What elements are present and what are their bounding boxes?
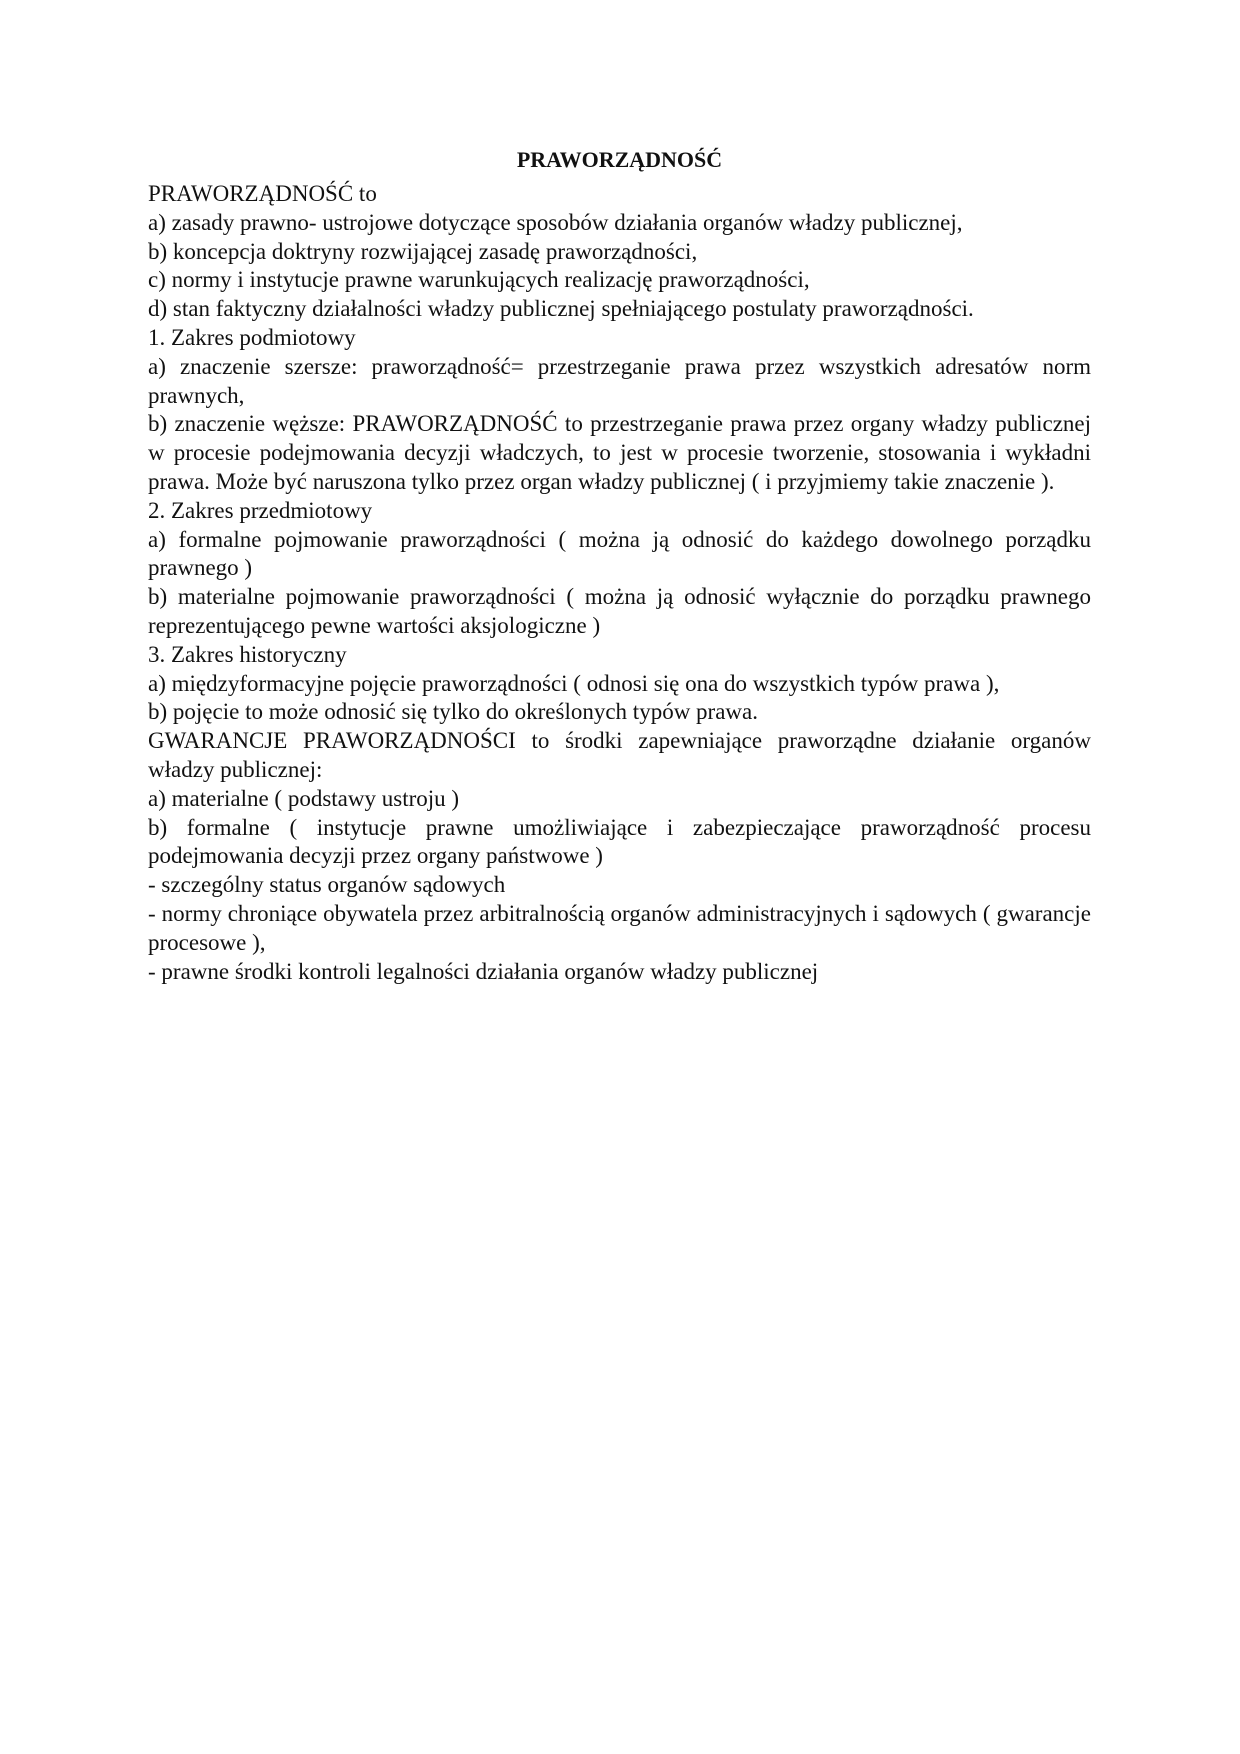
section-heading-subjective: 1. Zakres podmiotowy (148, 324, 356, 350)
definition-item-d: d) stan faktyczny działalności władzy publicznej spełniającego postulaty praworządności. (148, 296, 974, 322)
guarantees-item-b: b) formalne ( instytucje prawne umożliwiające i zabezpieczające praworządność procesu podejmowania decyzji przez organy państwowe ) (148, 814, 1091, 869)
definition-item-b: b) koncepcja doktryny rozwijającej zasadę praworządności, (148, 238, 698, 264)
definition-item-a: a) zasady prawno- ustrojowe dotyczące sposobów działania organów władzy publicznej, (148, 209, 963, 235)
intro-line: PRAWORZĄDNOŚĆ to (148, 181, 377, 206)
guarantees-bullet-1: - szczególny status organów sądowych (148, 872, 506, 898)
document-title: PRAWORZĄDNOŚĆ (516, 147, 723, 172)
document-body (148, 146, 1091, 986)
historical-item-b: b) pojęcie to może odnosić się tylko do określonych typów prawa. (148, 699, 758, 725)
objective-item-b: b) materialne pojmowanie praworządności ( można ją odnosić wyłącznie do porządku prawnego reprezentującego pewne wartości aksjologiczne ) (148, 584, 1091, 638)
guarantees-item-a: a) materialne ( podstawy ustroju ) (148, 785, 460, 811)
subjective-item-b: b) znaczenie węższe: PRAWORZĄDNOŚĆ to przestrzeganie prawa przez organy władzy publicznej w procesie podejmowania decyzji władczych, to jest w procesie tworzenie, stosowania i wykładni prawa. Może być naruszona tylko przez organ władzy publicznej ( i przyjmiemy takie znaczenie ). (148, 411, 1091, 494)
guarantees-intro: GWARANCJE PRAWORZĄDNOŚCI to środki zapewniające praworządne działanie organów władzy publicznej: (148, 728, 1091, 782)
guarantees-bullet-2: - normy chroniące obywatela przez arbitralnością organów administracyjnych i sądowych ( gwarancje procesowe ), (148, 900, 1091, 955)
subjective-item-a: a) znaczenie szersze: praworządność= przestrzeganie prawa przez wszystkich adresatów norm prawnych, (148, 353, 1091, 408)
objective-item-a: a) formalne pojmowanie praworządności ( można ją odnosić do każdego dowolnego porządku prawnego ) (148, 526, 1091, 581)
section-heading-objective: 2. Zakres przedmiotowy (148, 497, 373, 523)
definition-item-c: c) normy i instytucje prawne warunkujących realizację praworządności, (148, 267, 810, 293)
section-heading-historical: 3. Zakres historyczny (148, 641, 347, 667)
historical-item-a: a) międzyformacyjne pojęcie praworządności ( odnosi się ona do wszystkich typów prawa ), (148, 670, 1000, 696)
guarantees-bullet-3: - prawne środki kontroli legalności działania organów władzy publicznej (148, 958, 819, 984)
